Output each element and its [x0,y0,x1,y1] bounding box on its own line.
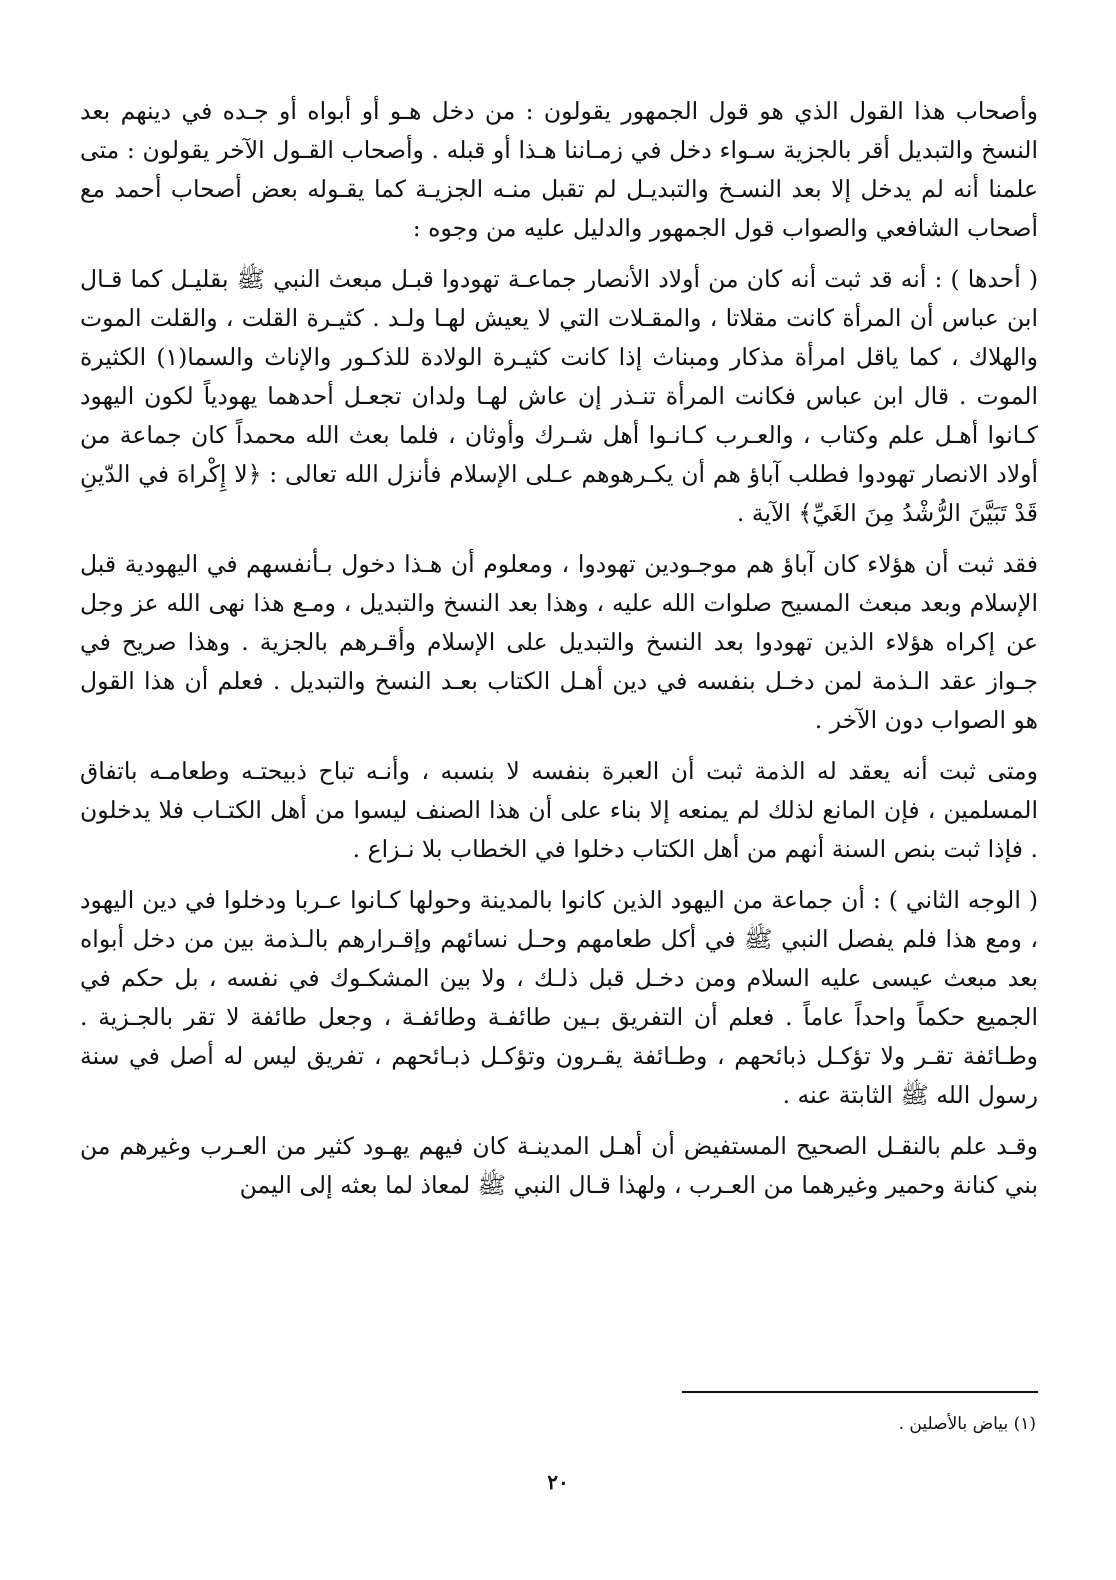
footnote-divider [682,1391,1038,1393]
paragraph-5: ( الوجه الثاني ) : أن جماعة من اليهود الذين كانوا بالمدينة وحولها كـانوا عـربا ودخلوا في دين اليهود ، ومع هذا فلم يفصل النبي ﷺ في أكل طعامهم وحـل نسائهم وإقـرارهم بالـذمة بين من دخل أبواه بعد مبعث عيسى عليه السلام ومن دخـل قبل ذلـك ، ولا بين المشكـوك في نفسه ، بل حكم في الجميع حكماً واحداً عاماً . فعلم أن التفريق بـين طائفـة وطائفـة ، وجعل طائفة لا تقر بالجـزية . وطـائفة تقـر ولا تؤكـل ذبائحهم ، وطـائفة يقـرون وتؤكـل ذبـائحهم ، تفريق ليس له أصل في سنة رسول الله ﷺ الثابتة عنه . [80,886,1038,1109]
page-body [80,92,1038,1205]
paragraph-3: فقد ثبت أن هؤلاء كان آباؤ هم موجـودين تهودوا ، ومعلوم أن هـذا دخول بـأنفسهم في اليهودية قبل الإسلام وبعد مبعث المسيح صلوات الله عليه ، وهذا بعد النسخ والتبديل ، ومـع هذا نهى الله عز وجل عن إكراه هؤلاء الذين تهودوا بعد النسخ والتبديل على الإسلام وأقـرهم بالجزية . وهذا صريح في جـواز عقد الـذمة لمن دخـل بنفسه في دين أهـل الكتاب بعـد النسخ والتبديل . فعلم أن هذا القول هو الصواب دون الآخر . [80,550,1038,734]
paragraph-2: ( أحدها ) : أنه قد ثبت أنه كان من أولاد الأنصار جماعـة تهودوا قبـل مبعث النبي ﷺ بقليـل كما قـال ابن عباس أن المرأة كانت مقلاتا ، والمقـلات التي لا يعيش لهـا ولـد . كثيـرة القلت ، والقلت الموت والهلاك ، كما ياقل امرأة مذكار ومبناث إذا كانت كثيـرة الولادة للذكـور والإناث والسما(١) الكثيرة الموت . قال ابن عباس فكانت المرأة تنـذر إن عاش لهـا ولدان تجعـل أحدهما يهودياً لكون اليهود كـانوا أهـل علم وكتاب ، والعـرب كـانـوا أهل شـرك وأوثان ، فلما بعث الله محمداً كان جماعة من أولاد الانصار تهودوا فطلب آباؤ هم أن يكـرهوهم عـلى الإسلام فأنزل الله تعالى : ﴿لا إِكْراهَ في الدّينِ قَدْ تَبَيَّنَ الرُّشْدُ مِنَ الغَيِّ﴾ الآية . [80,265,1038,527]
paragraph-6: وقـد علم بالنقـل الصحيح المستفيض أن أهـل المدينـة كان فيهم يهـود كثير من العـرب وغيرهم من بني كنانة وحمير وغيرهما من العـرب ، ولهذا قـال النبي ﷺ لمعاذ لما بعثه إلى اليمن [80,1132,1038,1199]
page-number: ٢٠ [547,1470,569,1494]
paragraph-1: وأصحاب هذا القول الذي هو قول الجمهور يقولون : من دخل هـو أو أبواه أو جـده في دينهم بعد النسخ والتبديل أقر بالجزية سـواء دخل في زمـاننا هـذا أو قبله . وأصحاب القـول الآخر يقولون : متى علمنا أنه لم يدخل إلا بعد النسـخ والتبديـل لم تقبل منـه الجزيـة كما يقـوله بعض أصحاب أحمد مع أصحاب الشافعي والصواب قول الجمهور والدليل عليه من وجوه : [80,97,1038,242]
footnote: (١) بياض بالأصلين . [898,1414,1036,1434]
paragraph-4: ومتى ثبت أنه يعقد له الذمة ثبت أن العبرة بنفسه لا بنسبه ، وأنـه تباح ذبيحتـه وطعامـه باتفاق المسلمين ، فإن المانع لذلك لم يمنعه إلا بناء على أن هذا الصنف ليسوا من أهل الكتـاب فلا يدخلون . فإذا ثبت بنص السنة أنهم من أهل الكتاب دخلوا في الخطاب بلا نـزاع . [80,757,1038,863]
